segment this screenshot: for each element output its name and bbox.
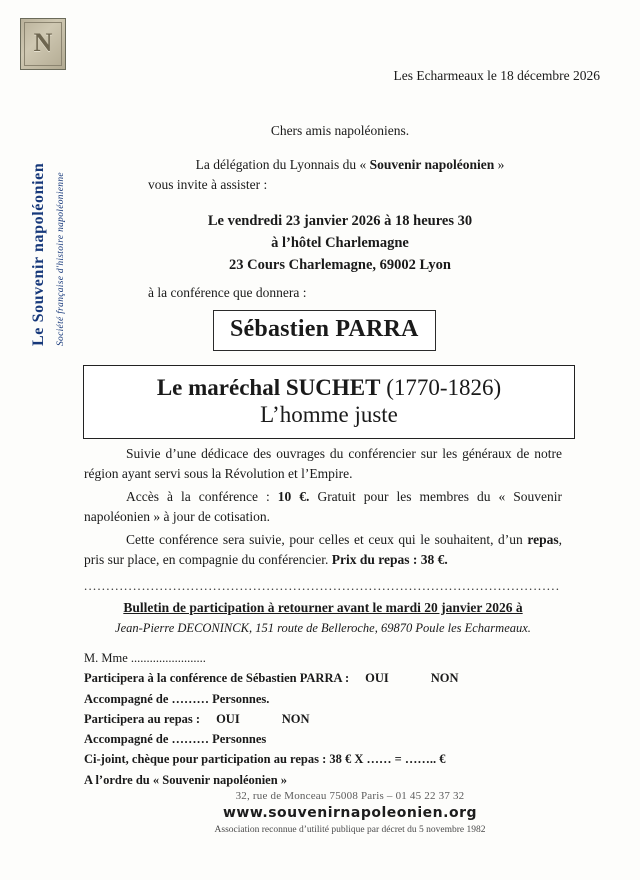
invitation-text-a: La délégation du Lyonnais du « [195,157,370,172]
organization-title: Le Souvenir napoléonien [30,162,47,346]
talk-title-box [83,365,575,439]
footer-address: 32, rue de Monceau 75008 Paris – 01 45 22 37 32 [235,790,465,802]
field-participation-conference-yes[interactable]: OUI [365,671,389,686]
field-cheque[interactable]: Ci-joint, chèque pour participation au repas : 38 € X …… = …….. € [84,752,446,767]
talk-subtitle: L’homme juste [260,402,398,428]
access-price: 10 €. [277,489,310,504]
emblem-frame [24,22,62,66]
event-details [80,210,600,276]
field-cheque-order: A l’ordre du « Souvenir napoléonien » [84,772,288,787]
paragraph-meal [84,530,562,571]
paragraph-access [84,487,562,528]
invitation-text-c: » [494,157,505,172]
invitation-line-2: vous invite à assister : [148,176,268,192]
bulletin-return-address: Jean-Pierre DECONINCK, 151 route de Belleroche, 69870 Poule les Echarmeaux. [115,621,531,635]
masthead [18,18,78,348]
meal-text-a: Cette conférence sera suivie, pour celles et ceux qui le souhaitent, d’un [126,532,528,547]
meal-word: repas [527,532,559,547]
meal-text-b: , pris sur place, en compagnie du conférencier. [84,532,562,568]
participation-form [84,648,562,790]
field-participation-conference-label: Participera à la conférence de Sébastien PARRA : [84,671,350,686]
organization-subtitle: Société française d'histoire napoléonienne [56,172,66,346]
field-accompanied-conference[interactable]: Accompagné de ……… Personnes. [84,691,270,706]
field-participation-meal-yes[interactable]: OUI [216,711,240,726]
letter-body [80,0,620,880]
napoleonic-eagle-emblem [20,18,66,70]
paragraph-dedication: Suivie d’une dédicace des ouvrages du conférencier sur les généraux de notre région ayant servi sous la Révolution et l’Empire. [84,446,562,482]
speaker-name-box: Sébastien PARRA [213,310,436,351]
field-participation-meal-no[interactable]: NON [281,711,310,726]
event-venue: à l’hôtel Charlemagne [271,235,409,252]
event-datetime: Le vendredi 23 janvier 2026 à 18 heures 30 [207,213,473,229]
field-participation-meal[interactable] [84,709,562,729]
field-accompanied-meal[interactable]: Accompagné de ……… Personnes [84,732,267,746]
greeting: Chers amis napoléoniens. [270,123,410,138]
field-participation-conference-no[interactable]: NON [430,671,459,686]
invitation-org-name: Souvenir napoléonien [369,157,495,172]
field-participation-conference[interactable] [84,668,562,688]
talk-title-line-1 [90,374,568,401]
meal-price: Prix du repas : 38 €. [331,552,448,568]
masthead-vertical-text [18,76,78,346]
field-name[interactable]: M. Mme ........................ [84,651,206,665]
footer-legal-notice: Association reconnue d’utilité publique par décret du 5 novembre 1982 [214,825,486,835]
date-line: Les Echarmeaux le 18 décembre 2026 [393,68,600,83]
invitation-paragraph [90,155,610,194]
field-participation-meal-label: Participera au repas : [84,711,201,726]
invitation-line-1 [90,155,610,175]
access-text-a: Accès à la conférence : [126,489,278,504]
bulletin-title: Bulletin de participation à retourner avant le mardi 20 janvier 2026 à [123,600,523,615]
talk-title-main: Le maréchal SUCHET [156,375,381,400]
conference-intro: à la conférence que donnera : [148,285,307,300]
dotted-separator: ........................................................................................................... [84,578,561,593]
talk-title-dates: (1770-1826) [380,375,502,400]
access-text-b: Gratuit pour les membres du « Souvenir napoléonien » à jour de cotisation. [84,489,563,525]
event-address: 23 Cours Charlemagne, 69002 Lyon [229,257,451,274]
footer-website[interactable]: www.souvenirnapoleonien.org [223,805,477,821]
footer [80,790,620,835]
